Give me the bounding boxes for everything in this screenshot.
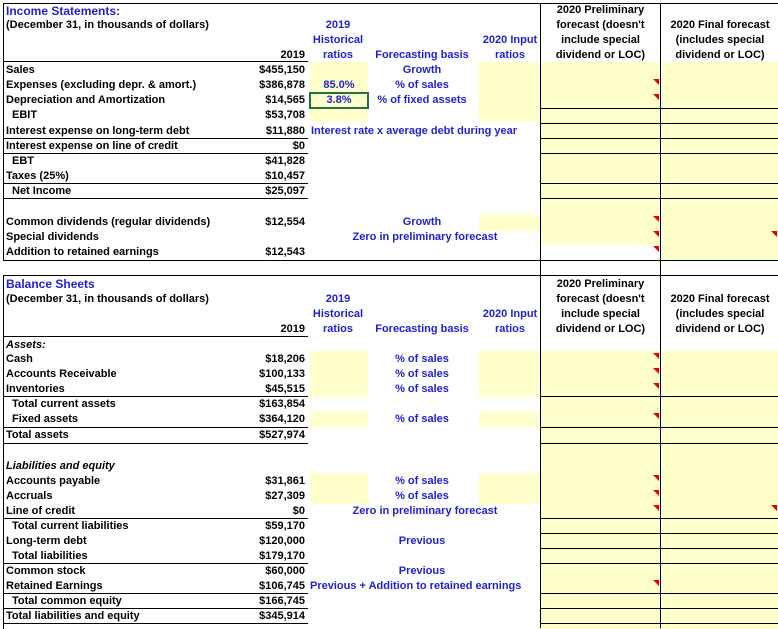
border-line (541, 427, 778, 428)
value-inv[interactable]: $45,515 (265, 383, 305, 395)
border-line (541, 443, 778, 444)
bs-prelim-header-4: dividend or LOC) (555, 323, 646, 335)
income-title: Income Statements: (6, 4, 121, 18)
row-label-common-div: Common dividends (regular dividends) (6, 216, 211, 228)
basis-re: Previous + Addition to retained earnings (310, 580, 522, 592)
input-ratios-header-1: 2020 Input (482, 34, 538, 46)
balance-title: Balance Sheets (6, 277, 95, 291)
basis-depr: % of fixed assets (377, 94, 467, 106)
basis-sales: Growth (402, 64, 442, 76)
bs-prelim-header-3: include special (561, 308, 640, 320)
value-depr[interactable]: $14,565 (265, 94, 305, 106)
bs-historical-ratio-area[interactable] (310, 351, 368, 397)
value-sales[interactable]: $455,150 (259, 64, 305, 76)
row-label-taxes: Taxes (25%) (6, 170, 69, 182)
basis-ap: % of sales (395, 475, 449, 487)
border-line (541, 396, 778, 397)
value-tce[interactable]: $166,745 (259, 595, 305, 607)
bs-hist-header-3: ratios (323, 323, 353, 335)
basis-cash: % of sales (395, 353, 449, 365)
comment-flag-icon[interactable] (653, 353, 659, 359)
comment-flag-icon[interactable] (653, 413, 659, 419)
bs-input-header-2: ratios (495, 323, 525, 335)
prelim-header-1: 2020 Preliminary (556, 4, 645, 16)
row-label-accruals: Accruals (6, 490, 53, 502)
border-line (541, 548, 778, 549)
bs-hist-header-2: Historical (312, 308, 364, 320)
row-label-ta: Total assets (6, 429, 69, 441)
row-label-sales: Sales (6, 64, 35, 76)
prelim-header-3: include special (561, 34, 640, 46)
border-line (541, 198, 778, 199)
basis-fa: % of sales (395, 413, 449, 425)
border-line (3, 443, 308, 444)
border-line (660, 3, 661, 628)
value-tl[interactable]: $179,170 (259, 550, 305, 562)
border-line (541, 593, 778, 594)
value-ltd[interactable]: $120,000 (259, 535, 305, 547)
value-tca[interactable]: $163,854 (259, 398, 305, 410)
row-label-int-ltd: Interest expense on long-term debt (6, 125, 190, 137)
value-cash[interactable]: $18,206 (265, 353, 305, 365)
row-label-ebit: EBIT (12, 109, 38, 121)
value-ta[interactable]: $527,974 (259, 429, 305, 441)
value-ebt[interactable]: $41,828 (265, 155, 305, 167)
comment-flag-icon[interactable] (653, 79, 659, 85)
bs-input-ratio-fa[interactable] (479, 411, 539, 427)
bs-final-header-3: dividend or LOC) (675, 323, 765, 335)
comment-flag-icon[interactable] (653, 368, 659, 374)
row-label-ap: Accounts payable (6, 475, 101, 487)
border-line (3, 275, 778, 276)
row-label-ltd: Long-term debt (6, 535, 87, 547)
row-label-tle: Total liabilities and equity (6, 610, 140, 622)
bs-historical-ratio-fa[interactable] (310, 411, 368, 427)
bs-year-header: 2019 (280, 323, 305, 335)
border-line (541, 123, 778, 124)
border-line (541, 138, 778, 139)
border-line (3, 623, 308, 624)
comment-flag-icon[interactable] (653, 383, 659, 389)
hist-ratios-header-3: ratios (323, 49, 353, 61)
bs-prelim-header-1: 2020 Preliminary (556, 278, 645, 290)
value-taxes[interactable]: $10,457 (265, 170, 305, 182)
basis-ar: % of sales (395, 368, 449, 380)
comment-flag-icon[interactable] (653, 475, 659, 481)
row-label-add-re: Addition to retained earnings (6, 246, 159, 258)
row-label-re: Retained Earnings (6, 580, 103, 592)
basis-special-div: Zero in preliminary forecast (352, 231, 498, 243)
input-ratio-dividend[interactable] (479, 215, 539, 231)
comment-flag-icon[interactable] (653, 580, 659, 586)
comment-flag-icon[interactable] (653, 505, 659, 511)
basis-expenses: % of sales (395, 79, 449, 91)
row-label-expenses: Expenses (excluding depr. & amort.) (6, 79, 197, 91)
row-label-tl: Total liabilities (12, 550, 88, 562)
value-add-re[interactable]: $12,543 (265, 246, 305, 258)
basis-int-ltd: Interest rate x average debt during year (311, 125, 518, 137)
bs-input-header-1: 2020 Input (482, 308, 538, 320)
value-common-div[interactable]: $12,554 (265, 216, 305, 228)
border-line (541, 533, 778, 534)
border-line (3, 3, 4, 261)
comment-flag-icon[interactable] (771, 231, 777, 237)
year-header: 2019 (280, 49, 305, 61)
bs-basis-header: Forecasting basis (375, 323, 469, 335)
bs-final-header-1: 2020 Final forecast (670, 293, 770, 305)
value-loc[interactable]: $0 (292, 505, 305, 517)
basis-common-div: Growth (402, 216, 442, 228)
value-cs[interactable]: $60,000 (265, 565, 305, 577)
final-forecast-area[interactable] (662, 62, 778, 260)
row-label-tcl: Total current liabilities (12, 520, 129, 532)
comment-flag-icon[interactable] (653, 246, 659, 252)
input-ratio-area[interactable] (479, 62, 539, 122)
value-int-ltd[interactable]: $11,880 (265, 125, 305, 137)
comment-flag-icon[interactable] (653, 490, 659, 496)
border-line (3, 275, 4, 629)
input-ratios-header-2: ratios (495, 49, 525, 61)
value-int-loc[interactable]: $0 (292, 140, 305, 152)
comment-flag-icon[interactable] (653, 231, 659, 237)
border-line (541, 518, 778, 519)
row-label-net: Net Income (12, 185, 72, 197)
border-line (541, 108, 778, 109)
border-line (541, 623, 778, 624)
bs-final-header-2: (includes special (675, 308, 765, 320)
row-label-ebt: EBT (12, 155, 34, 167)
value-tle[interactable]: $345,914 (259, 610, 305, 622)
row-label-cash: Cash (6, 353, 33, 365)
ratio-expenses[interactable]: 85.0% (323, 79, 355, 91)
border-line (3, 260, 778, 261)
row-label-special-div: Special dividends (6, 231, 99, 243)
row-label-depr: Depreciation and Amortization (6, 94, 166, 106)
final-header-1: 2020 Final forecast (670, 19, 770, 31)
ratio-depr[interactable]: 3.8% (326, 94, 352, 106)
bs-final-forecast-area[interactable] (662, 351, 778, 629)
comment-flag-icon[interactable] (653, 94, 659, 100)
border-line (541, 608, 778, 609)
bs-input-ratio-liab[interactable] (479, 473, 539, 504)
comment-flag-icon[interactable] (653, 216, 659, 222)
income-subtitle: (December 31, in thousands of dollars) (6, 19, 209, 31)
bs-prelim-forecast-area[interactable] (541, 351, 660, 629)
prelim-header-2: forecast (doesn't (556, 19, 645, 31)
value-fa[interactable]: $364,120 (259, 413, 305, 425)
comment-flag-icon[interactable] (771, 505, 777, 511)
border-line (3, 198, 308, 199)
balance-subtitle: (December 31, in thousands of dollars) (6, 293, 209, 305)
liabilities-header: Liabilities and equity (6, 460, 115, 472)
basis-accruals: % of sales (395, 490, 449, 502)
row-label-tce: Total common equity (12, 595, 122, 607)
border-line (541, 183, 778, 184)
row-label-fa: Fixed assets (12, 413, 79, 425)
row-label-loc: Line of credit (6, 505, 76, 517)
basis-ltd: Previous (398, 535, 446, 547)
bs-prelim-header-2: forecast (doesn't (556, 293, 645, 305)
border-line (541, 563, 778, 564)
basis-loc: Zero in preliminary forecast (352, 505, 498, 517)
border-line (541, 153, 778, 154)
value-ar[interactable]: $100,133 (259, 368, 305, 380)
assets-header: Assets: (6, 339, 46, 351)
row-label-inv: Inventories (6, 383, 65, 395)
bs-historical-ratio-liab[interactable] (310, 473, 368, 504)
hist-ratios-header-2: Historical (312, 34, 364, 46)
hist-ratios-header-1: 2019 (325, 19, 351, 31)
final-header-2: (includes special (675, 34, 765, 46)
value-expenses[interactable]: $386,878 (259, 79, 305, 91)
value-accruals[interactable]: $27,309 (265, 490, 305, 502)
basis-inv: % of sales (395, 383, 449, 395)
row-label-int-loc: Interest expense on line of credit (6, 140, 178, 152)
basis-cs: Previous (398, 565, 446, 577)
value-tcl[interactable]: $59,170 (265, 520, 305, 532)
value-re[interactable]: $106,745 (259, 580, 305, 592)
value-ap[interactable]: $31,861 (265, 475, 305, 487)
bs-input-ratio-area[interactable] (479, 351, 539, 397)
row-label-cs: Common stock (6, 565, 86, 577)
value-ebit[interactable]: $53,708 (265, 109, 305, 121)
final-header-3: dividend or LOC) (675, 49, 765, 61)
border-line (3, 336, 308, 337)
basis-header: Forecasting basis (375, 49, 469, 61)
row-label-ar: Accounts Receivable (6, 368, 117, 380)
value-net[interactable]: $25,097 (265, 185, 305, 197)
row-label-tca: Total current assets (12, 398, 116, 410)
prelim-header-4: dividend or LOC) (555, 49, 646, 61)
bs-hist-header-1: 2019 (325, 293, 351, 305)
